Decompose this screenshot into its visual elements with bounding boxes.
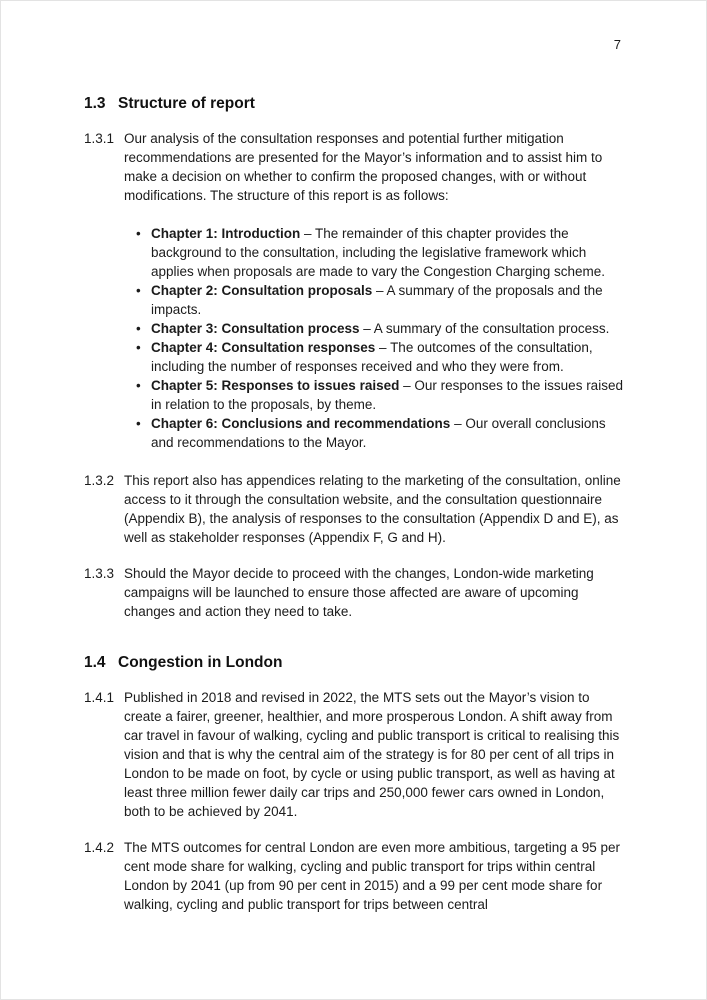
heading-number: 1.3 [84,95,106,112]
chapter-name: Chapter 1: Introduction [151,226,301,241]
chapter-list [124,224,629,452]
paragraph-number: 1.3.3 [84,566,115,581]
chapter-description: – Our overall conclusions and recommendations to the Mayor. [151,416,606,450]
heading-title: Congestion in London [118,654,283,671]
chapter-name: Chapter 2: Consultation proposals [151,283,373,298]
chapter-name: Chapter 6: Conclusions and recommendations [151,416,451,431]
list-item [124,281,629,319]
paragraph-text: This report also has appendices relating to the marketing of the consultation, online access to it through the consultation website, and the consultation questionnaire (Appendix B), the analysis of responses to the consultation (Appendix D and E), as well as stakeholder responses (Appendix F, G and H). [124,473,621,545]
paragraph-1-3-2 [84,471,632,547]
paragraph-number: 1.4.1 [84,690,115,705]
paragraph-text: Our analysis of the consultation responses and potential further mitigation recommendations are presented for the Mayor’s information and to assist him to make a decision on whether to confirm the proposed changes, with or without modifications. The structure of this report is as follows: [124,131,603,203]
list-item [124,414,629,452]
chapter-description: – The remainder of this chapter provides the background to the consultation, including the legislative framework which applies when proposals are made to vary the Congestion Charging scheme. [151,226,606,279]
paragraph-1-3-3 [84,564,632,621]
chapter-description: – A summary of the proposals and the impacts. [151,283,603,317]
page-number: 7 [613,37,621,52]
paragraph-number: 1.3.2 [84,473,115,488]
list-item [124,224,629,281]
paragraph-text: The MTS outcomes for central London are even more ambitious, targeting a 95 per cent mode share for walking, cycling and public transport for trips within central London by 2041 (up from 90 per cent in 2015) and a 99 per cent mode share for walking, cycling and public transport for trips between central [124,840,621,912]
list-item [124,376,629,414]
section-heading-1-4 [84,653,632,673]
chapter-description: – Our responses to the issues raised in relation to the proposals, by theme. [151,378,623,412]
chapter-name: Chapter 3: Consultation process [151,321,360,336]
list-item [124,338,629,376]
paragraph-1-4-2 [84,838,632,914]
chapter-description: – A summary of the consultation process. [359,321,610,336]
heading-number: 1.4 [84,654,106,671]
paragraph-text: Published in 2018 and revised in 2022, the MTS sets out the Mayor’s vision to create a fairer, greener, healthier, and more prosperous London. A shift away from car travel in favour of walking, cycling and public transport is critical to realising this vision and that is why the central aim of the strategy is for 80 per cent of all trips in London to be made on foot, by cycle or using public transport, as well as having at least three million fewer daily car trips and 250,000 fewer cars owned in London, both to be achieved by 2041. [124,690,620,819]
section-heading-1-3 [84,94,632,114]
paragraph-1-3-1 [84,129,632,205]
chapter-name: Chapter 4: Consultation responses [151,340,376,355]
heading-title: Structure of report [118,95,255,112]
chapter-description: – The outcomes of the consultation, including the number of responses received and who they were from. [151,340,593,374]
chapter-name: Chapter 5: Responses to issues raised [151,378,400,393]
paragraph-1-4-1 [84,688,632,821]
list-item [124,319,629,338]
paragraph-text: Should the Mayor decide to proceed with the changes, London-wide marketing campaigns will be launched to ensure those affected are aware of upcoming changes and action they need to take. [124,566,594,619]
paragraph-number: 1.3.1 [84,131,115,146]
paragraph-number: 1.4.2 [84,840,115,855]
page-content [84,94,632,931]
